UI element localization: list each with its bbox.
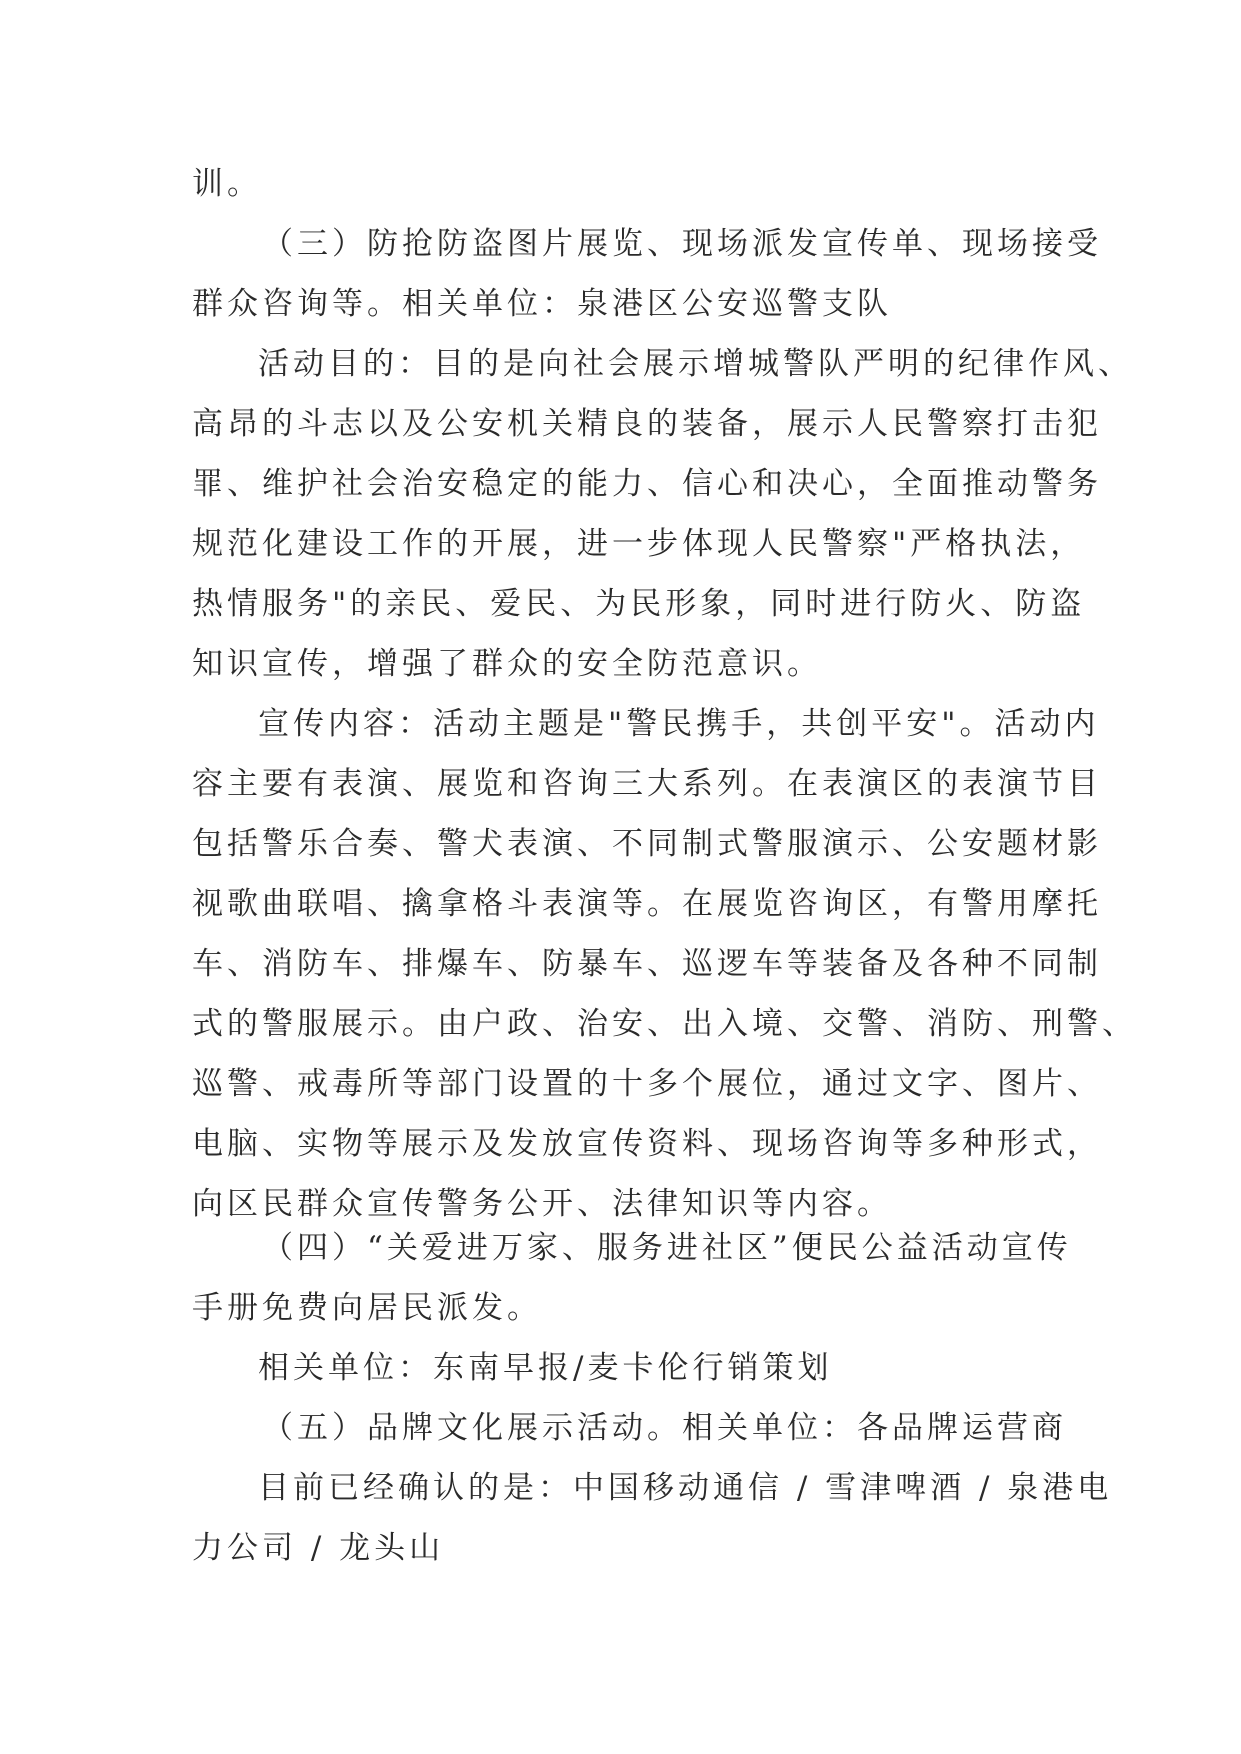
text-line: 视歌曲联唱、擒拿格斗表演等。在展览咨询区，有警用摩托 [192, 886, 1102, 922]
text-line: 知识宣传，增强了群众的安全防范意识。 [192, 646, 822, 682]
related-units-line: 相关单位：东南早报/麦卡伦行销策划 [258, 1350, 833, 1386]
text-line: 向区民群众宣传警务公开、法律知识等内容。 [192, 1186, 892, 1222]
paragraph-publicity-content: 宣传内容：活动主题是"警民携手，共创平安"。活动内 [258, 706, 1100, 742]
text-line: 车、消防车、排爆车、防暴车、巡逻车等装备及各种不同制 [192, 946, 1102, 982]
text-line: 式的警服展示。由户政、治安、出入境、交警、消防、刑警、 [192, 1006, 1137, 1042]
text-line: 规范化建设工作的开展，进一步体现人民警察"严格执法， [192, 526, 1086, 562]
section-heading-5: （五）品牌文化展示活动。相关单位：各品牌运营商 [262, 1410, 1067, 1446]
text-line: 力公司 / 龙头山 [192, 1530, 445, 1566]
section-heading-4: （四）“关爱进万家、服务进社区”便民公益活动宣传 [262, 1230, 1072, 1266]
text-line: 罪、维护社会治安稳定的能力、信心和决心，全面推动警务 [192, 466, 1102, 502]
text-line: 巡警、戒毒所等部门设置的十多个展位，通过文字、图片、 [192, 1066, 1102, 1102]
text-line: 训。 [192, 166, 262, 202]
text-line: 高昂的斗志以及公安机关精良的装备，展示人民警察打击犯 [192, 406, 1102, 442]
text-line: 手册免费向居民派发。 [192, 1290, 542, 1326]
text-line: 群众咨询等。相关单位：泉港区公安巡警支队 [192, 286, 892, 322]
section-heading-3: （三）防抢防盗图片展览、现场派发宣传单、现场接受 [262, 226, 1102, 262]
text-line: 电脑、实物等展示及发放宣传资料、现场咨询等多种形式， [192, 1126, 1102, 1162]
text-line: 包括警乐合奏、警犬表演、不同制式警服演示、公安题材影 [192, 826, 1102, 862]
confirmed-brands-line: 目前已经确认的是：中国移动通信 / 雪津啤酒 / 泉港电 [258, 1470, 1113, 1506]
text-line: 容主要有表演、展览和咨询三大系列。在表演区的表演节目 [192, 766, 1102, 802]
paragraph-activity-purpose: 活动目的：目的是向社会展示增城警队严明的纪律作风、 [258, 346, 1133, 382]
text-line: 热情服务"的亲民、爱民、为民形象，同时进行防火、防盗 [192, 586, 1086, 622]
